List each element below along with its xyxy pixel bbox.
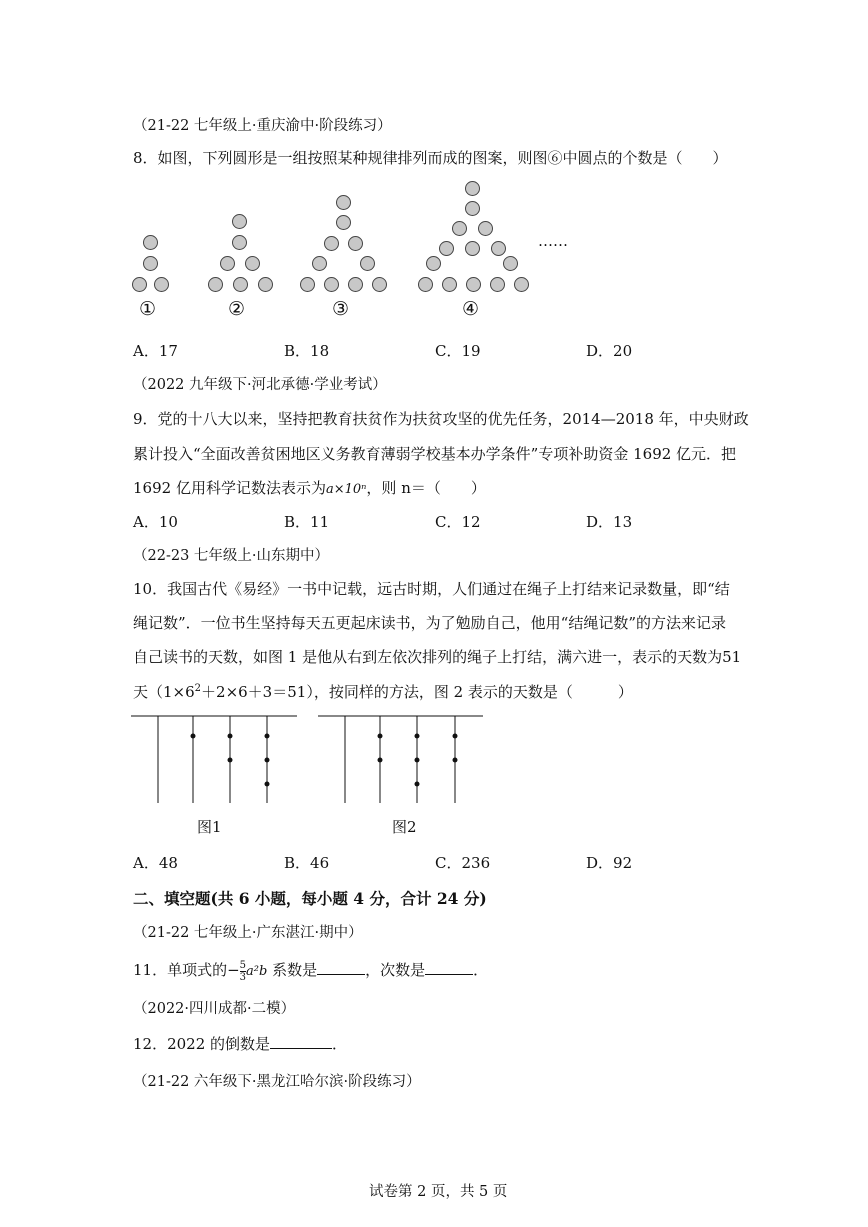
q10-figure-2-label: 图2 [392, 818, 417, 836]
q9-option-d: D．13 [586, 513, 633, 531]
q13-source: （21-22 六年级下·黑龙江哈尔滨·阶段练习） [133, 1074, 421, 1090]
q9-line-3-end: ，则 n＝（ ） [366, 479, 486, 497]
q12-line [133, 1033, 347, 1054]
q10-line-3: 自己读书的天数，如图 1 是他从右到左依次排列的绳子上打结，满六进一，表示的天数为51 [133, 648, 742, 666]
figure-label-2: ② [228, 298, 246, 320]
q10-line-2: 绳记数”．一位书生坚持每天五更起床读书，为了勉励自己，他用“结绳记数”的方法来记录 [133, 614, 727, 632]
q11-fraction-denominator: 3 [239, 971, 247, 983]
page-footer: 试卷第 2 页，共 5 页 [369, 1184, 508, 1200]
q10-figure-1-label: 图1 [197, 818, 222, 836]
q10-exponent: 2 [194, 683, 202, 694]
q10-option-a: A．48 [133, 854, 178, 872]
q11-text-end: ． [473, 961, 489, 979]
q11-line [133, 959, 488, 983]
q12-source: （2022·四川成都·二模） [133, 1001, 296, 1017]
q9-line-1: 9．党的十八大以来，坚持把教育扶贫作为扶贫攻坚的优先任务，2014—2018 年，中央财政 [133, 410, 749, 428]
q9-line-3-text: 1692 亿用科学记数法表示为 [133, 479, 326, 497]
q9-expression: a×10ⁿ [325, 482, 367, 497]
q11-text-coefficient: 系数是 [267, 961, 318, 979]
q8-source: （21-22 七年级上·重庆渝中·阶段练习） [133, 118, 392, 134]
figure-label-3: ③ [332, 298, 350, 320]
q11-text-degree: ，次数是 [365, 961, 426, 979]
q10-line-4-end: ＋2×6＋3＝51），按同样的方法，图 2 表示的天数是（ ） [201, 683, 633, 701]
q10-option-d: D．92 [586, 854, 633, 872]
q10-source: （22-23 七年级上·山东期中） [133, 548, 330, 564]
q10-line-1: 10．我国古代《易经》一书中记载，远古时期，人们通过在绳子上打结来记录数量，即“结 [133, 580, 730, 598]
q10-option-b: B．46 [284, 854, 330, 872]
q12-text: 12．2022 的倒数是 [133, 1035, 271, 1053]
q9-option-b: B．11 [284, 513, 330, 531]
q9-option-c: C．12 [435, 513, 481, 531]
section-heading: 二、填空题(共 6 小题，每小题 4 分，合计 24 分) [133, 889, 487, 908]
q8-stem: 8．如图，下列圆形是一组按照某种规律排列而成的图案，则图⑥中圆点的个数是（ ） [133, 149, 728, 167]
q9-source: （2022 九年级下·河北承德·学业考试） [133, 377, 387, 393]
q8-option-c: C．19 [435, 342, 481, 360]
q11-text: 11．单项式的− [133, 961, 240, 979]
knot-figure-2 [318, 716, 483, 803]
q11-fraction-numerator: 5 [239, 959, 247, 971]
q11-source: （21-22 七年级上·广东湛江·期中） [133, 925, 363, 941]
q12-blank[interactable] [270, 1034, 332, 1049]
q9-option-a: A．10 [133, 513, 178, 531]
ellipsis: …… [538, 232, 568, 250]
figure-label-1: ① [139, 298, 157, 320]
q10-option-c: C．236 [435, 854, 491, 872]
q8-option-d: D．20 [586, 342, 633, 360]
q8-option-a: A．17 [133, 342, 178, 360]
q10-line-4-text: 天（1×6 [133, 683, 195, 701]
q11-variables: a²b [246, 964, 268, 979]
q12-text-end: ． [332, 1035, 348, 1053]
q8-option-b: B．18 [284, 342, 330, 360]
q11-blank-coefficient[interactable] [317, 960, 365, 975]
q9-line-2: 累计投入“全面改善贫困地区义务教育薄弱学校基本办学条件”专项补助资金 1692 亿元．把 [133, 445, 737, 463]
figure-label-4: ④ [462, 298, 480, 320]
q11-blank-degree[interactable] [425, 960, 473, 975]
knot-figure-1 [131, 716, 297, 803]
